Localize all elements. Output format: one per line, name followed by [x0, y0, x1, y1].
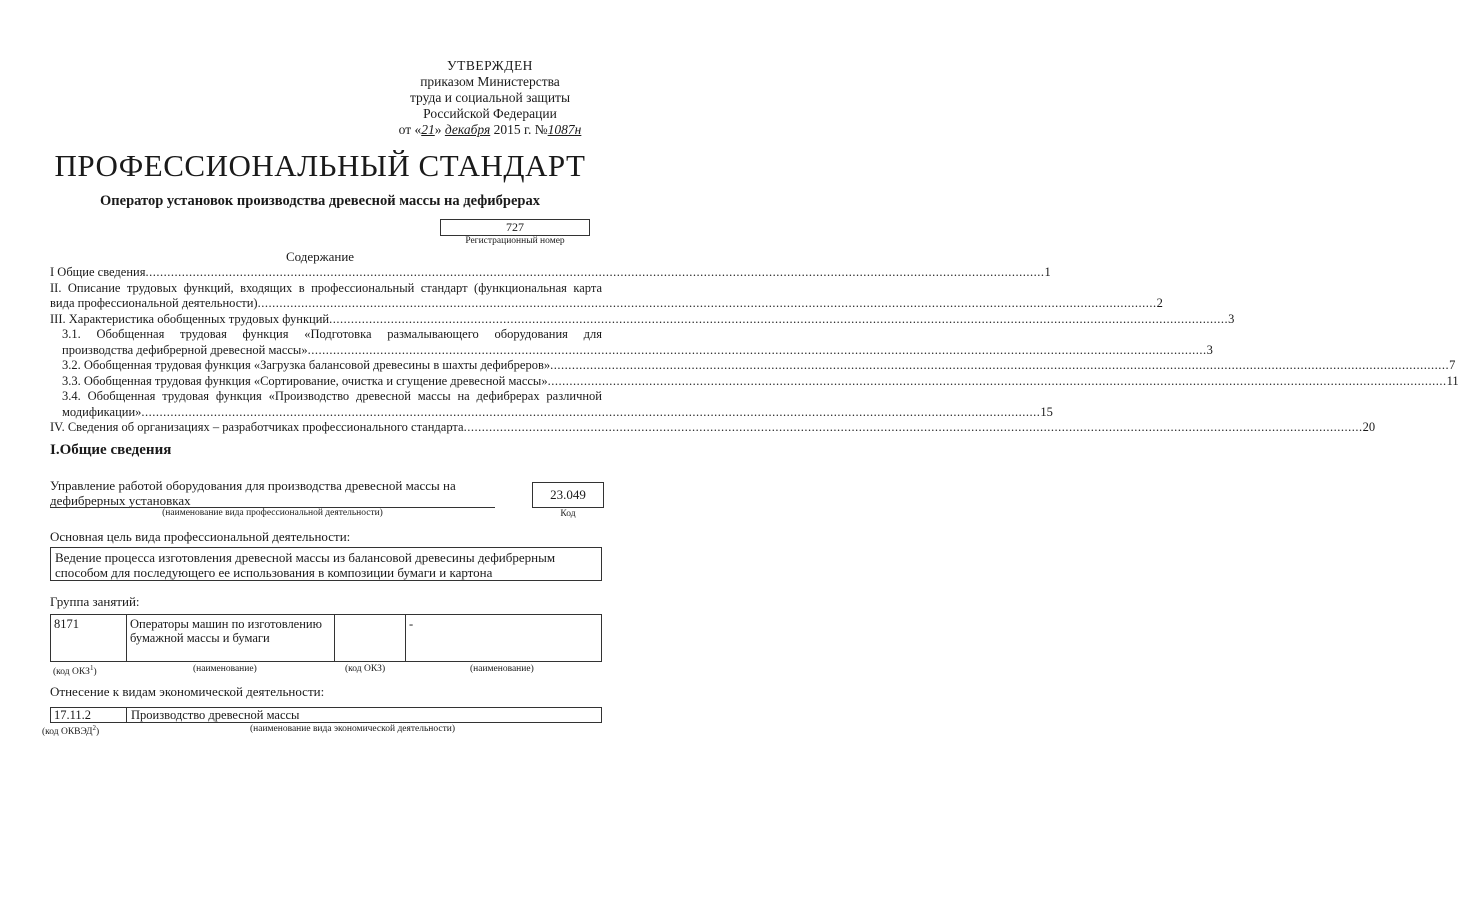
approval-line-2: приказом Министерства [420, 74, 560, 89]
okved-code-caption: (код ОКВЭД$^2$) [42, 724, 100, 738]
group-name-caption-2: (наименование) [470, 664, 534, 674]
activity-name: Управление работой оборудования для производства древесной массы на дефибрерных установках [50, 478, 456, 508]
group-okz-caption-2: (код ОКЗ) [345, 664, 386, 674]
approval-line-3: труда и социальной защиты [409, 90, 571, 105]
goal-label: Основная цель вида профессиональной деятельности: [50, 529, 351, 544]
approval-title: УТВЕРЖДЕН [447, 58, 533, 73]
approval-line-4: Российской Федерации [423, 106, 557, 121]
goal-box: Ведение процесса изготовления древесной массы из балансовой древесины дефибрерным способом для последующего ее использования в композиции бумаги и картона [50, 547, 602, 581]
toc-item-4[interactable]: производства дефибрерной древесной массы» ..... 3 [50, 343, 602, 359]
order-month: декабря [444, 122, 491, 137]
activity-code-caption: Код [560, 509, 576, 519]
registration-number-box: 727 [440, 219, 590, 236]
group-okz-1: 8171 [54, 617, 79, 631]
okved-label: Отнесение к видам экономической деятельности: [50, 684, 325, 699]
toc-item-7[interactable]: модификации» ..... 15 [50, 405, 602, 421]
toc-item-1[interactable]: I Общие сведения ..... 1 [50, 265, 602, 281]
order-line [380, 122, 600, 138]
order-prefix: от « [398, 122, 422, 137]
group-table [50, 614, 602, 662]
toc-item-2-line-a[interactable]: II. Описание трудовых функций, входящих в профессиональный стандарт (функциональная карта [50, 280, 602, 295]
toc-item-3[interactable]: III. Характеристика обобщенных трудовых функций ..... 3 [50, 312, 602, 328]
group-okz-2 [335, 615, 405, 661]
okved-name: Производство древесной массы [131, 708, 300, 722]
okved-name-caption: (наименование вида экономической деятельности) [250, 724, 455, 734]
toc-item-7-line-a[interactable]: 3.4. Обобщенная трудовая функция «Производство древесной массы на дефибрерах различной [62, 389, 602, 403]
toc-item-4-line-a[interactable]: 3.1. Обобщенная трудовая функция «Подготовка размалывающего оборудования для [62, 327, 602, 341]
order-year: 2015 г. № [490, 122, 548, 137]
order-mid: » [434, 122, 445, 137]
toc-heading: Содержание [285, 249, 355, 264]
activity-caption: (наименование вида профессиональной деятельности) [162, 508, 383, 518]
registration-caption: Регистрационный номер [465, 236, 565, 246]
section-heading: I.Общие сведения [50, 442, 172, 458]
standard-subtitle: Оператор установок производства древесной массы на дефибрерах [100, 193, 540, 209]
group-label: Группа занятий: [50, 594, 140, 609]
group-name-1: Операторы машин по изготовлению бумажной массы и бумаги [130, 617, 322, 645]
okved-code: 17.11.2 [54, 708, 92, 722]
group-name-caption: (наименование) [193, 664, 257, 674]
table-of-contents [50, 265, 1459, 436]
standard-title: ПРОФЕССИОНАЛЬНЫЙ СТАНДАРТ [54, 148, 586, 183]
activity-code-box: 23.049 [532, 482, 604, 508]
toc-item-6[interactable]: 3.3. Обобщенная трудовая функция «Сортирование, очистка и сгущение древесной массы» ..... 11 [50, 374, 602, 390]
order-day: 21 [421, 122, 435, 137]
okved-table [50, 707, 602, 723]
group-okz-caption: (код ОКЗ$^1$) [53, 664, 97, 678]
order-number: 1087н [547, 122, 582, 137]
toc-item-5[interactable]: 3.2. Обобщенная трудовая функция «Загрузка балансовой древесины в шахты дефибреров» ..... 7 [50, 358, 602, 374]
toc-item-2[interactable]: вида профессиональной деятельности) ..... 2 [50, 296, 602, 312]
toc-item-8[interactable]: IV. Сведения об организациях – разработчиках профессионального стандарта ..... 20 [50, 420, 602, 436]
approval-block [380, 58, 600, 138]
group-name-2: - [409, 617, 414, 631]
